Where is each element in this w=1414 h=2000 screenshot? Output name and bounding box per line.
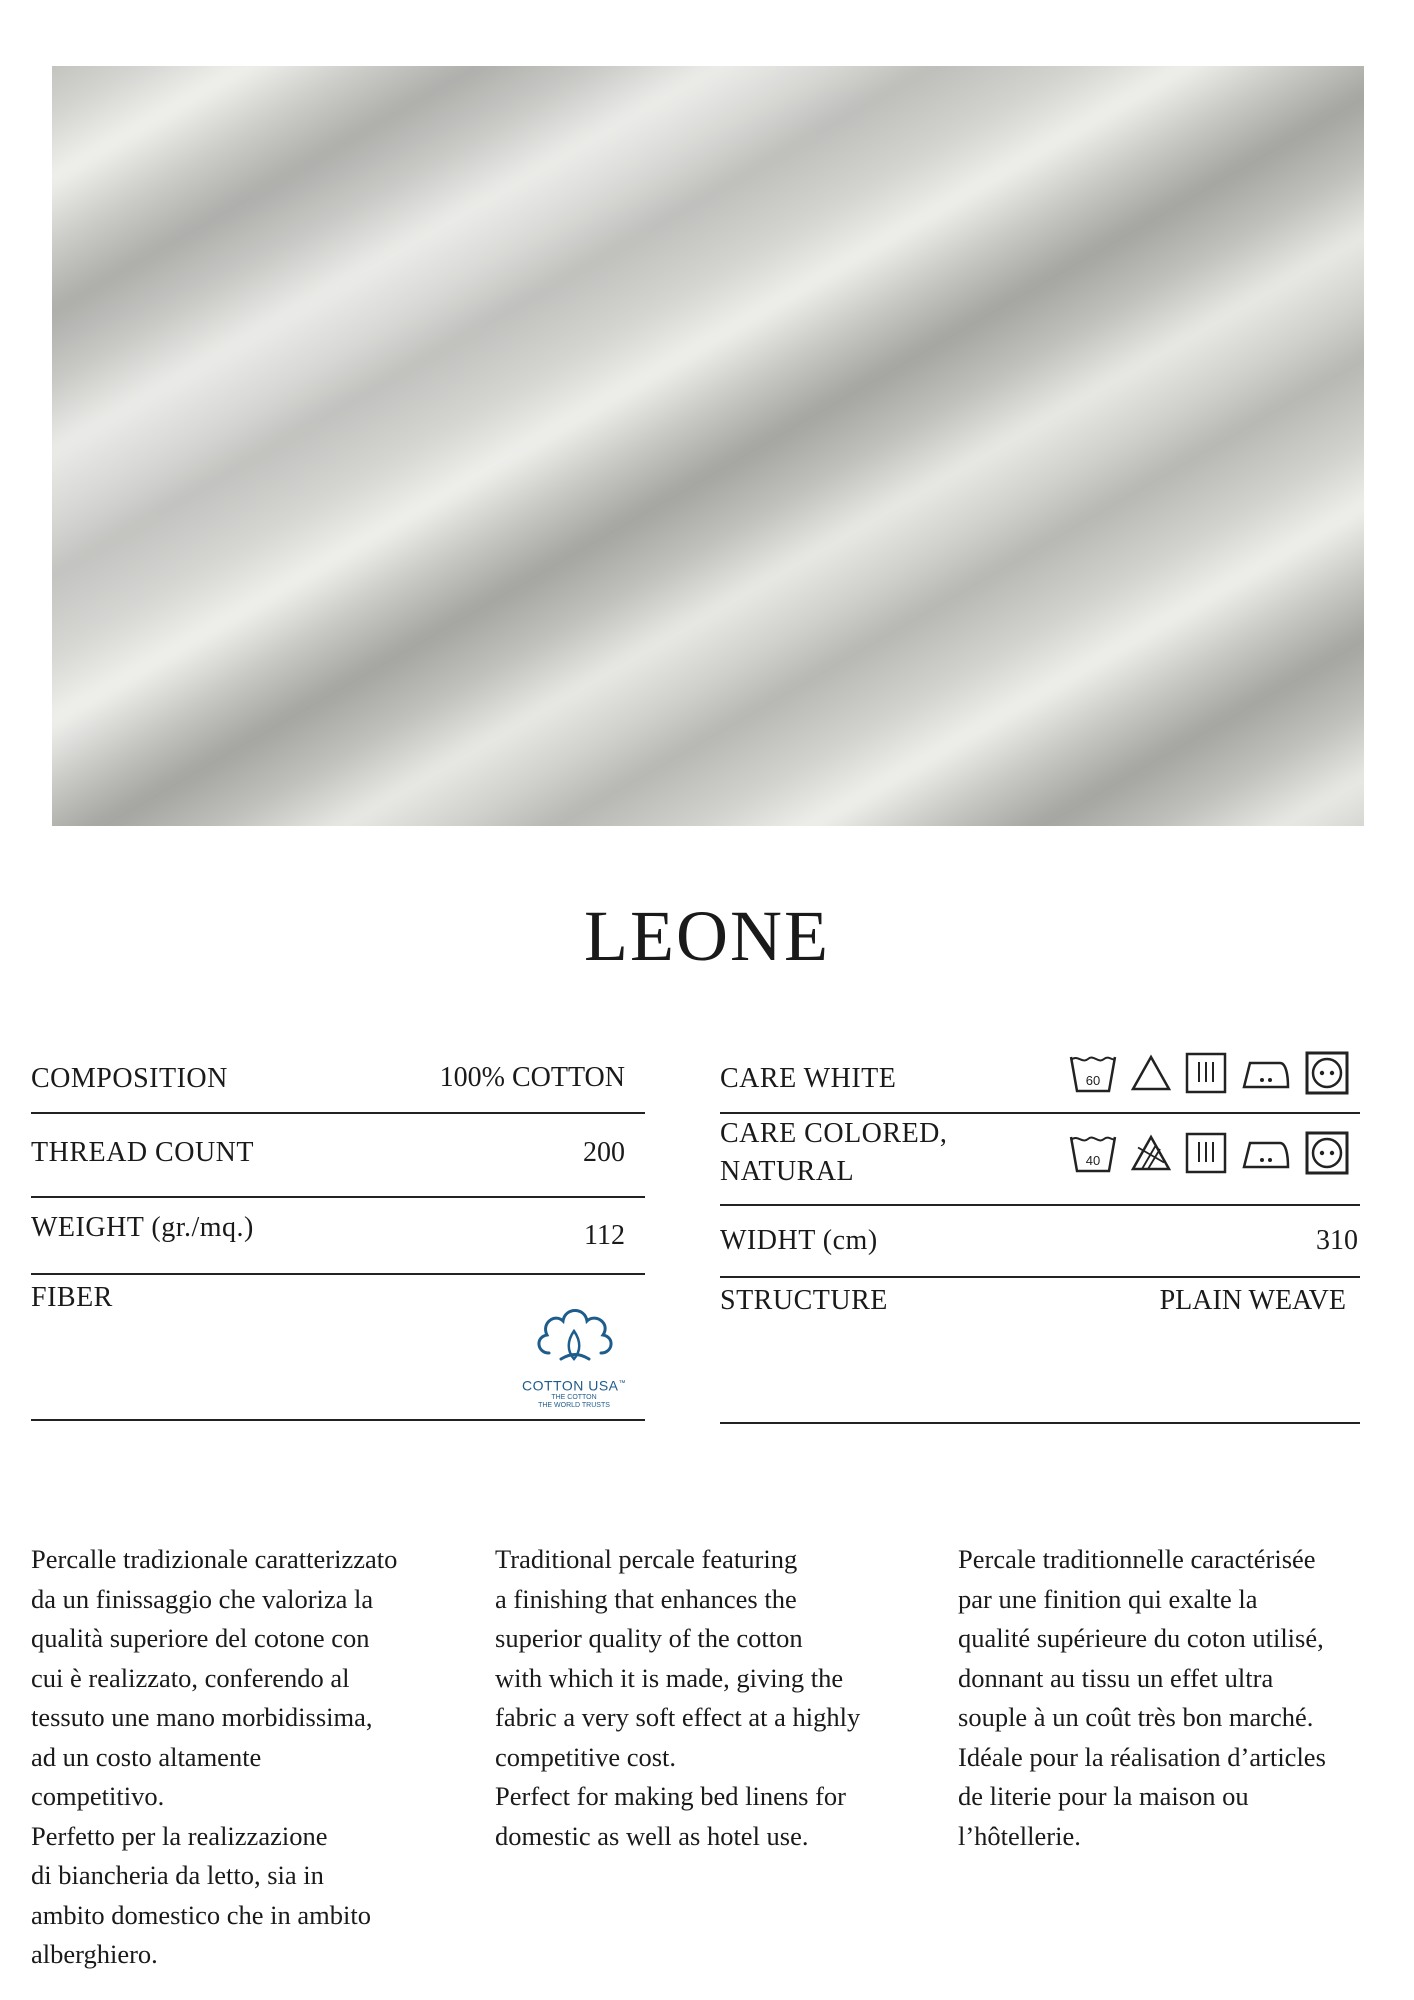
spec-label: THREAD COUNT <box>31 1137 254 1168</box>
spec-row-thread-count <box>31 1114 645 1198</box>
tumble-dry-icon <box>1304 1050 1350 1096</box>
non-chlorine-bleach-icon <box>1130 1133 1172 1173</box>
description-italian: Percalle tradizionale caratterizzato da un finissaggio che valoriza la qualità superiore del cotone con cui è realizzato, conferendo al tessuto une mano morbidissima, ad un costo altamente competitivo. Perfetto per la realizzazione di biancheria da letto, sia in ambito domestico che in ambito alberghiero. <box>31 1544 398 1969</box>
spec-row-fiber <box>31 1275 645 1421</box>
care-symbols-white <box>1068 1050 1350 1096</box>
spec-row-care-colored <box>720 1114 1360 1206</box>
cotton-boll-icon <box>531 1301 617 1371</box>
spec-value: PLAIN WEAVE <box>1159 1285 1346 1316</box>
spec-table-left <box>31 1040 645 1421</box>
iron-medium-icon <box>1240 1053 1292 1093</box>
tumble-dry-icon <box>1304 1130 1350 1176</box>
spec-label: WEIGHT (gr./mq.) <box>31 1212 254 1243</box>
svg-text:40: 40 <box>1085 1153 1101 1168</box>
cotton-usa-logo: COTTON USA™ THE COTTON THE WORLD TRUSTS <box>515 1301 633 1410</box>
wash-40-icon <box>1068 1131 1118 1175</box>
spec-row-care-white <box>720 1040 1360 1114</box>
spec-value: 310 <box>1316 1225 1358 1256</box>
spec-row-width <box>720 1206 1360 1278</box>
spec-label: FIBER <box>31 1282 113 1313</box>
spec-label: CARE COLORED, NATURAL <box>720 1118 948 1187</box>
spec-table-right <box>720 1040 1360 1424</box>
drip-dry-icon <box>1184 1051 1228 1095</box>
spec-value: 200 <box>583 1137 625 1168</box>
drip-dry-icon <box>1184 1131 1228 1175</box>
fabric-photo <box>52 66 1364 826</box>
care-symbols-colored <box>1068 1130 1350 1176</box>
spec-row-weight <box>31 1198 645 1275</box>
spec-label: WIDHT (cm) <box>720 1225 878 1256</box>
svg-text:60: 60 <box>1085 1073 1101 1088</box>
bleach-allowed-icon <box>1130 1053 1172 1093</box>
iron-medium-icon <box>1240 1133 1292 1173</box>
spec-row-composition <box>31 1040 645 1114</box>
spec-row-structure <box>720 1278 1360 1424</box>
product-title: LEONE <box>584 896 830 976</box>
spec-label: CARE WHITE <box>720 1063 897 1094</box>
spec-label: STRUCTURE <box>720 1285 888 1316</box>
wash-60-icon <box>1068 1051 1118 1095</box>
spec-value: 112 <box>584 1220 625 1251</box>
spec-label: COMPOSITION <box>31 1063 228 1094</box>
fabric-texture <box>52 66 1364 826</box>
description-french: Percale traditionnelle caractérisée par une finition qui exalte la qualité supérieure du coton utilisé, donnant au tissu un effet ultra souple à un coût très bon marché. Idéale pour la réalisation d’articles de literie pour la maison ou l’hôtellerie. <box>958 1544 1326 1851</box>
spec-value: 100% COTTON <box>439 1062 625 1093</box>
description-english: Traditional percale featuring a finishing that enhances the superior quality of the cotton with which it is made, giving the fabric a very soft effect at a highly competitive cost. Perfect for making bed linens for domestic as well as hotel use. <box>495 1544 861 1851</box>
